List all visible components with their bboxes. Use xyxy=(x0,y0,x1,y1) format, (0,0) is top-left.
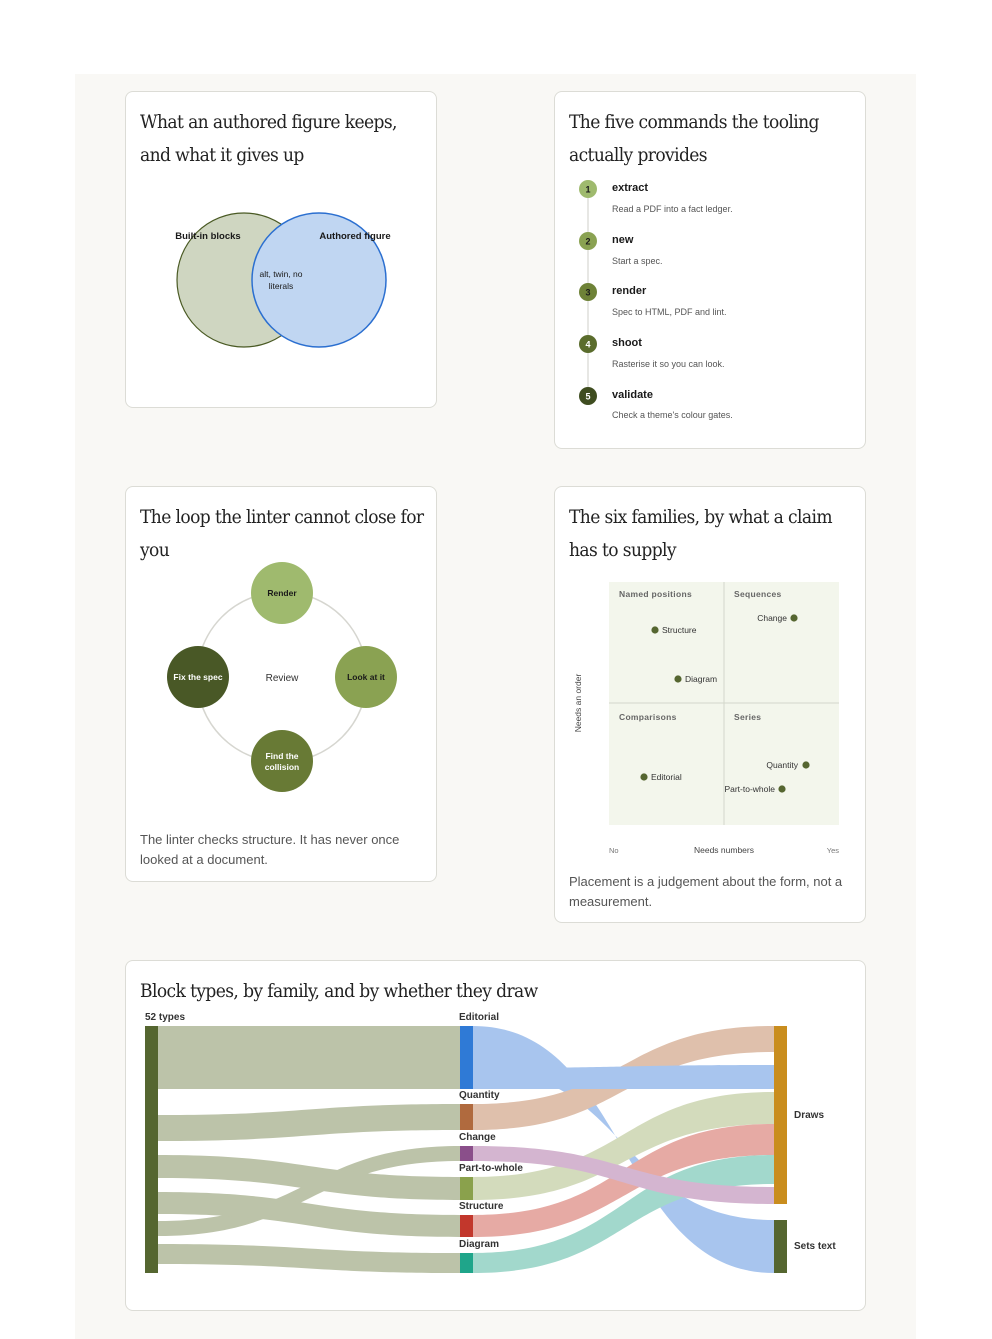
loop-node-fix-label: Fix the spec xyxy=(173,672,223,682)
node-quantity xyxy=(460,1104,473,1130)
quadrant-label-series: Series xyxy=(734,712,762,722)
node-sets-text-label: Sets text xyxy=(794,1241,836,1252)
step-desc-1: Read a PDF into a fact ledger. xyxy=(612,204,733,214)
point-change-label: Change xyxy=(757,613,787,623)
families-quadrant-chart xyxy=(555,487,867,924)
quadrant-label-named-positions: Named positions xyxy=(619,589,692,599)
commands-title: The five commands the tooling actually provides xyxy=(569,111,819,166)
point-quantity-label: Quantity xyxy=(766,760,798,770)
link-editorial-draws xyxy=(473,1065,774,1089)
loop-card xyxy=(125,486,437,882)
node-change xyxy=(460,1146,473,1161)
point-diagram xyxy=(674,675,681,682)
step-number-2: 2 xyxy=(585,236,591,247)
loop-node-look-label: Look at it xyxy=(347,672,385,682)
step-name-1: extract xyxy=(612,182,649,194)
link-source-editorial xyxy=(158,1026,460,1089)
loop-node-find-label-1: Find the xyxy=(265,751,299,761)
node-draws-label: Draws xyxy=(794,1110,825,1121)
venn-left-label: Built-in blocks xyxy=(175,231,241,242)
venn-diagram xyxy=(126,92,438,409)
node-quantity-label: Quantity xyxy=(459,1090,500,1101)
families-title: The six families, by what a claim has to supply xyxy=(569,506,832,561)
quadrant-label-sequences: Sequences xyxy=(734,589,782,599)
node-editorial-label: Editorial xyxy=(459,1012,500,1023)
point-editorial-label: Editorial xyxy=(651,772,682,782)
sankey-title: Block types, by family, and by whether they draw xyxy=(140,980,538,1002)
node-source xyxy=(145,1026,158,1273)
loop-title: The loop the linter cannot close for you xyxy=(140,506,424,561)
node-source-label: 52 types xyxy=(145,1012,186,1023)
sankey-card xyxy=(125,960,866,1311)
link-source-diagram xyxy=(158,1244,460,1273)
venn-card xyxy=(125,91,437,408)
venn-overlap-label-1: alt, twin, no xyxy=(259,269,303,279)
point-editorial xyxy=(640,773,647,780)
node-change-label: Change xyxy=(459,1132,496,1143)
step-desc-3: Spec to HTML, PDF and lint. xyxy=(612,307,727,317)
step-name-2: new xyxy=(612,234,634,246)
commands-timeline xyxy=(555,92,867,450)
x-axis-low-label: No xyxy=(609,846,619,855)
point-structure xyxy=(651,626,658,633)
venn-overlap-label-2: literals xyxy=(268,281,294,291)
step-desc-5: Check a theme's colour gates. xyxy=(612,410,733,420)
node-structure xyxy=(460,1215,473,1237)
loop-caption: The linter checks structure. It has never once looked at a document. xyxy=(140,832,400,867)
sankey-diagram xyxy=(126,961,867,1312)
point-quantity xyxy=(802,761,809,768)
x-axis-high-label: Yes xyxy=(826,846,839,855)
step-number-1: 1 xyxy=(585,184,591,195)
node-sets-text xyxy=(774,1220,787,1273)
step-name-4: shoot xyxy=(612,337,642,349)
node-part-to-whole xyxy=(460,1177,473,1200)
loop-diagram xyxy=(126,487,438,883)
loop-node-find xyxy=(251,730,313,792)
families-caption: Placement is a judgement about the form, not a measurement. xyxy=(569,874,843,909)
loop-center-label: Review xyxy=(265,673,299,684)
point-change xyxy=(790,614,797,621)
x-axis-title: Needs numbers xyxy=(693,845,755,855)
step-desc-4: Rasterise it so you can look. xyxy=(612,359,725,369)
y-axis-title: Needs an order xyxy=(573,673,583,733)
node-editorial xyxy=(460,1026,473,1089)
loop-node-render-label: Render xyxy=(267,588,297,598)
venn-right-label: Authored figure xyxy=(319,231,391,242)
node-structure-label: Structure xyxy=(459,1201,504,1212)
link-source-quantity xyxy=(158,1104,460,1141)
node-diagram-label: Diagram xyxy=(459,1239,500,1250)
commands-card xyxy=(554,91,866,449)
step-number-3: 3 xyxy=(585,287,591,298)
step-desc-2: Start a spec. xyxy=(612,256,663,266)
venn-title: What an authored figure keeps, and what it gives up xyxy=(140,111,397,166)
point-diagram-label: Diagram xyxy=(685,674,718,684)
node-diagram xyxy=(460,1253,473,1273)
point-structure-label: Structure xyxy=(662,625,697,635)
node-draws xyxy=(774,1026,787,1204)
quadrant-label-comparisons: Comparisons xyxy=(619,712,677,722)
step-number-4: 4 xyxy=(585,339,591,350)
node-part-to-whole-label: Part-to-whole xyxy=(459,1163,523,1174)
point-part-to-whole xyxy=(778,785,785,792)
point-part-to-whole-label: Part-to-whole xyxy=(724,784,775,794)
families-card xyxy=(554,486,866,923)
step-number-5: 5 xyxy=(585,391,591,402)
step-name-5: validate xyxy=(612,389,653,401)
step-name-3: render xyxy=(612,285,647,297)
loop-node-find-label-2: collision xyxy=(264,762,300,772)
